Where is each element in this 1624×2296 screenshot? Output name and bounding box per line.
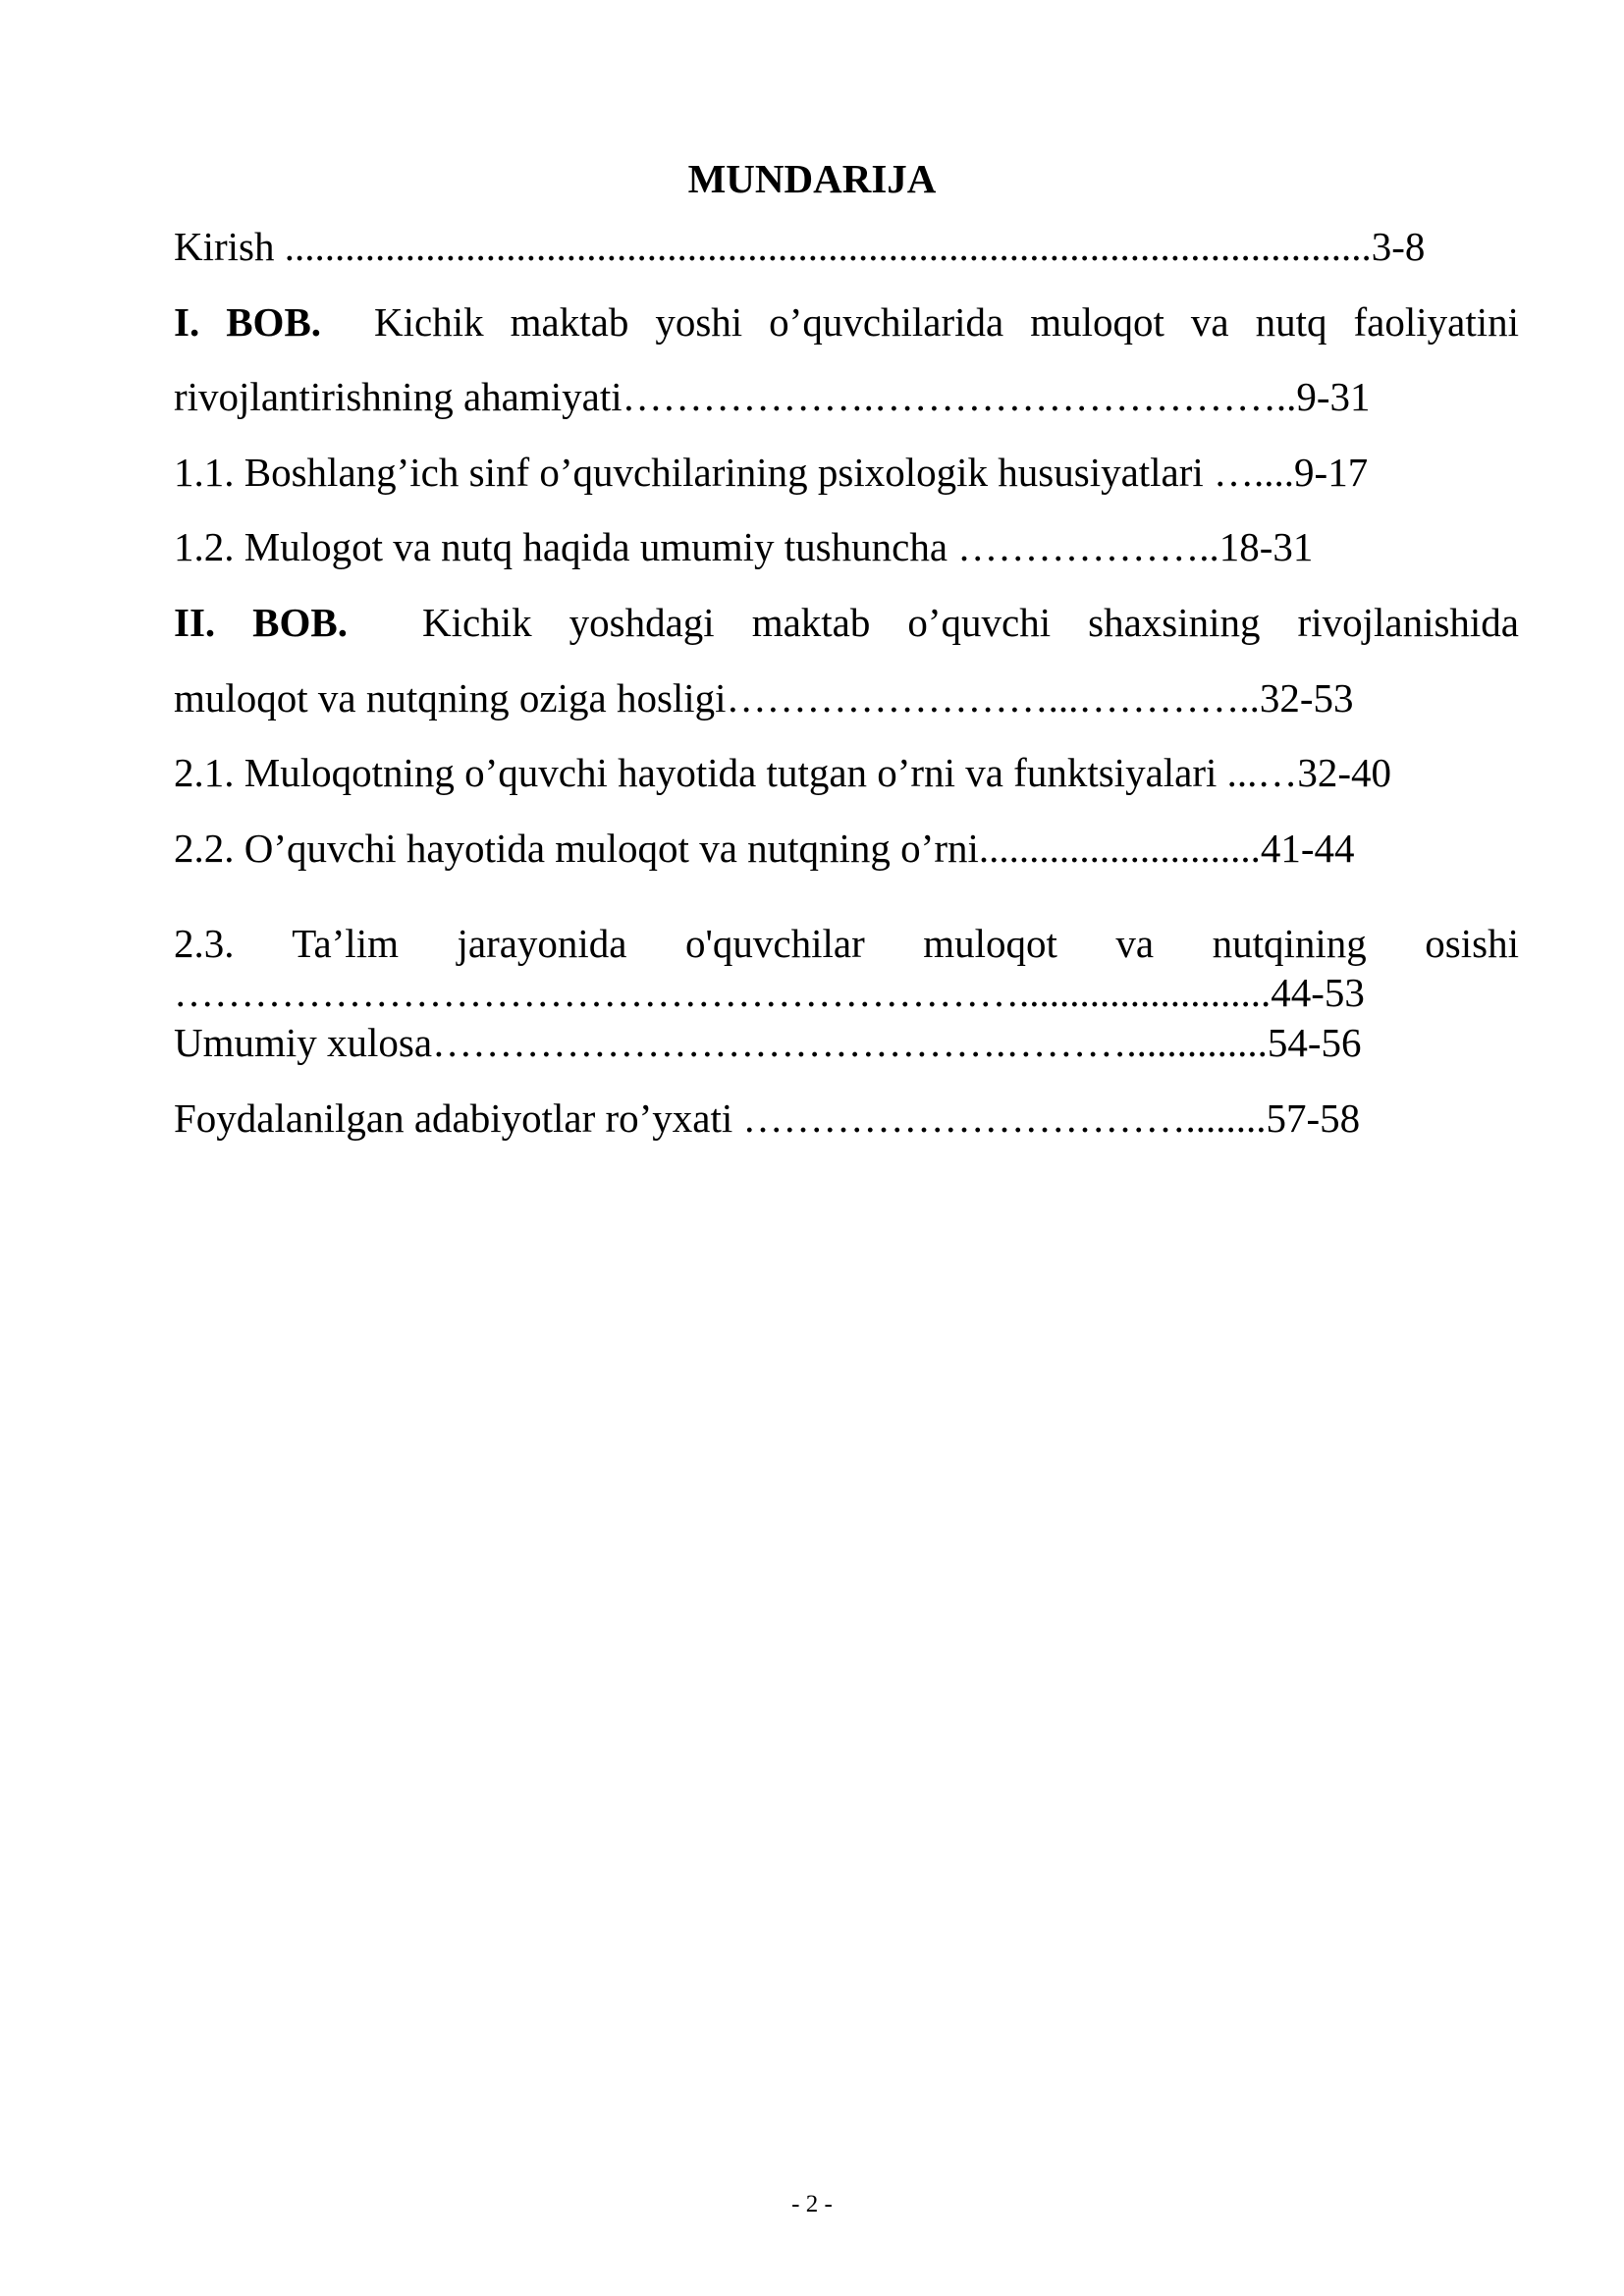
toc-entry-kirish: Kirish ............................................................................................................3-8: [174, 224, 1426, 269]
toc-entry-chapter-2-cont: muloqot va nutqning oziga hosligi……………………...…………..32-53: [174, 675, 1354, 721]
toc-entry-chapter-1-cont: rivojlantirishning ahamiyati……………….…………………………..9-31: [174, 374, 1371, 419]
chapter-1-prefix: I. BOB.: [174, 299, 322, 345]
toc-entry-adabiyotlar: Foydalanilgan adabiyotlar ro’yxati ……………………………........57-58: [174, 1095, 1361, 1141]
toc-entry-2-1: 2.1. Muloqotning o’quvchi hayotida tutgan o’rni va funktsiyalari ...…32-40: [174, 750, 1392, 795]
toc-entry-xulosa: Umumiy xulosa…………………………………….………..............54-56: [174, 1020, 1362, 1065]
toc-entry-2-3: 2.3. Ta’lim jarayonida o'quvchilar muloqot va nutqining osishi: [174, 921, 1519, 966]
chapter-1-title: Kichik maktab yoshi o’quvchilarida muloqot va nutq faoliyatini: [374, 299, 1519, 345]
page-number: - 2 -: [791, 2191, 833, 2217]
toc-entry-chapter-2: [174, 598, 1519, 649]
chapter-2-prefix: II. BOB.: [174, 600, 349, 645]
toc-entry-1-2: 1.2. Mulogot va nutq haqida umumiy tushuncha ………………..18-31: [174, 524, 1314, 569]
page-title: MUNDARIJA: [687, 156, 937, 201]
toc-entry-chapter-1: [174, 297, 1519, 348]
toc-entry-2-3-cont: ……………………………………………………….........................44-53: [174, 970, 1365, 1015]
toc-entry-2-2: 2.2. O’quvchi hayotida muloqot va nutqning o’rni............................41-44: [174, 826, 1355, 871]
toc-entry-1-1: 1.1. Boshlang’ich sinf o’quvchilarining psixologik hususiyatlari …....9-17: [174, 450, 1369, 495]
chapter-2-title: Kichik yoshdagi maktab o’quvchi shaxsining rivojlanishida: [422, 600, 1520, 645]
